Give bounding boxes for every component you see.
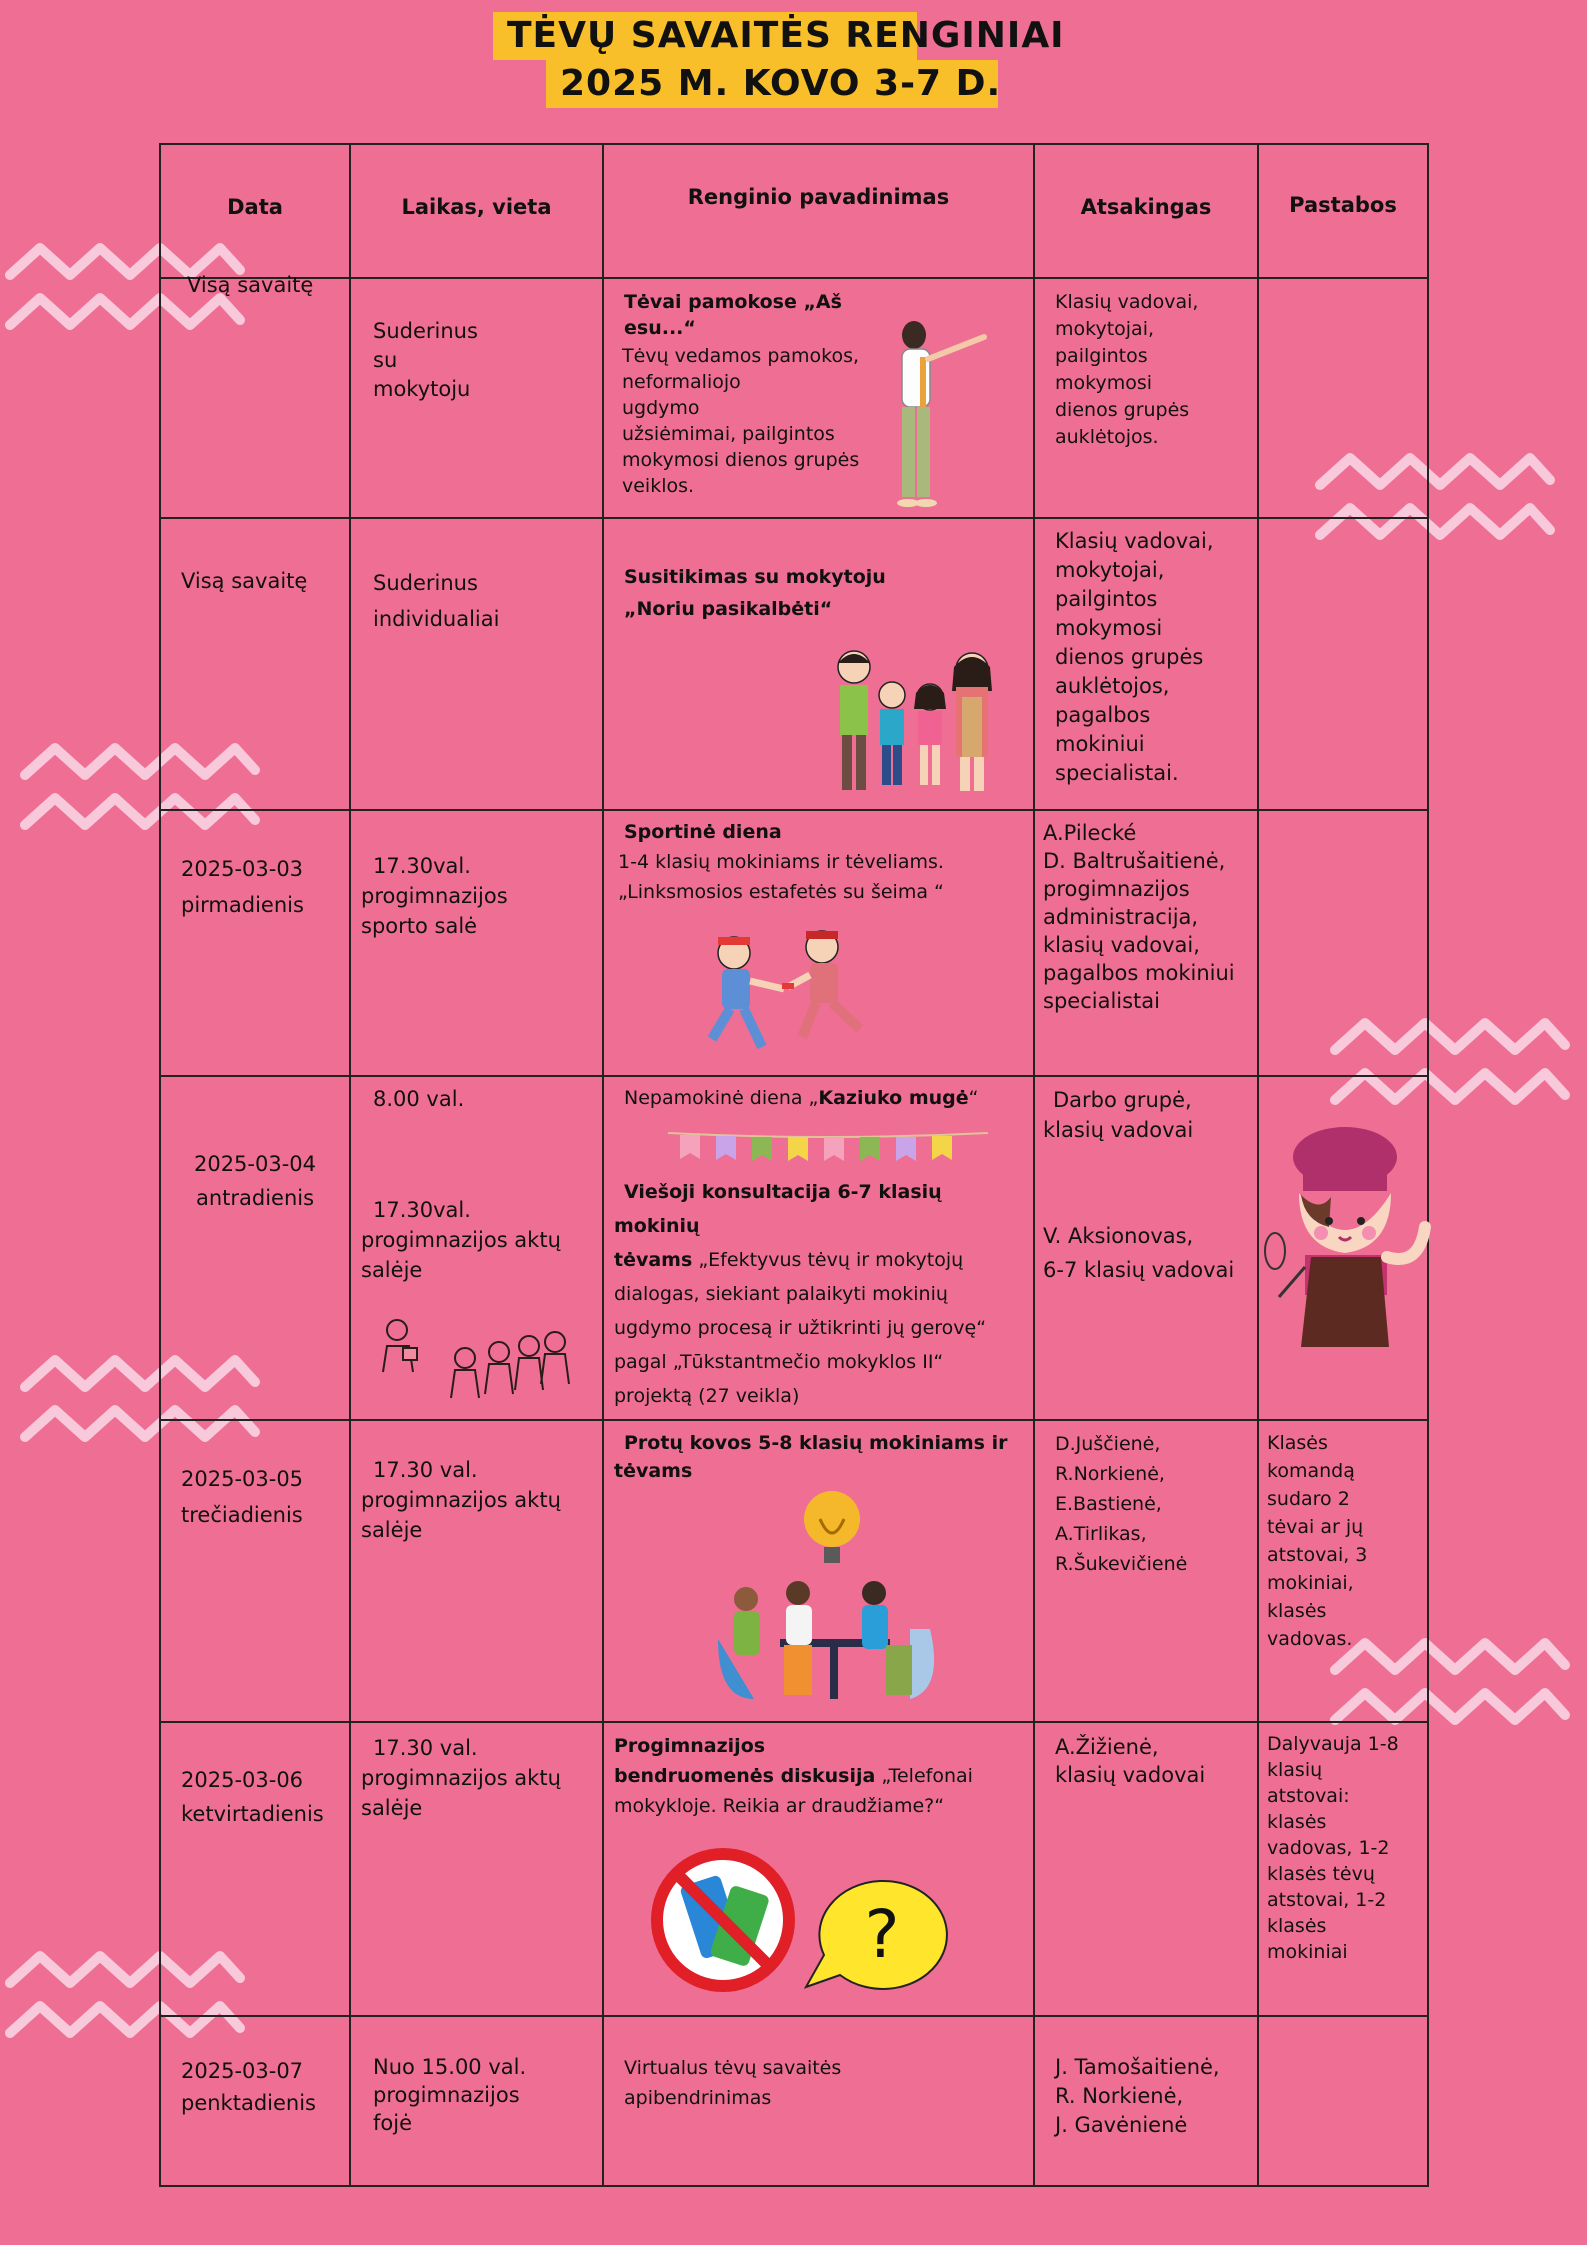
notes-cell: Klasės komandą sudaro 2 tėvai ar jų atstovai, 3 mokiniai, klasės vadovas. [1258,1420,1428,1722]
header-responsible: Atsakingas [1034,144,1258,278]
time-cell: 17.30 val. progimnazijos aktų salėje [350,1420,603,1722]
responsible-cell: A.Pilecké D. Baltrušaitienė, progimnazijos administracija, klasių vadovai, pagalbos mokiniui specialistai [1034,810,1258,1076]
date-cell: 2025-03-04 antradienis [160,1076,350,1420]
header-date: Data [160,144,350,278]
family-illustration [824,647,1004,797]
table-row [160,278,1428,518]
responsible-cell: D.Juščienė, R.Norkienė, E.Bastienė, A.Tirlikas, R.Šukevičienė [1034,1420,1258,1722]
discussion-text: Progimnazijos bendruomenės diskusija „Telefonai mokykloje. Reikia ar draudžiame?“ [614,1735,973,1817]
date-cell: 2025-03-06 ketvirtadienis [160,1722,350,2016]
event-cell: Sportinė diena 1-4 klasių mokiniams ir tėveliams. „Linksmosios estafetės su šeima “ [603,810,1034,1076]
title-line-1: TĖVŲ SAVAITĖS RENGINIAI [493,12,917,60]
notes-cell: Dalyvauja 1-8 klasių atstovai: klasės vadovas, 1-2 klasės tėvų atstovai, 1-2 klasės mokiniai [1258,1722,1428,2016]
time-cell: 8.00 val. 17.30val. progimnazijos aktų salėje [350,1076,603,1420]
header-event-name: Renginio pavadinimas [603,144,1034,278]
date-cell: 2025-03-07 penktadienis [160,2016,350,2186]
title-line-2: 2025 M. KOVO 3-7 D. [546,60,998,108]
date-cell: 2025-03-03 pirmadienis [160,810,350,1076]
chef-girl-illustration [1259,1117,1449,1357]
responsible-cell: Darbo grupė, klasių vadovai V. Aksionovas, 6-7 klasių vadovai [1034,1076,1258,1420]
event-cell [603,1722,1034,2016]
time-cell: Suderinus su mokytoju [350,278,603,518]
responsible-cell: A.Žižienė, klasių vadovai [1034,1722,1258,2016]
date-cell: Visą savaitę [160,278,350,518]
header-time-place: Laikas, vieta [350,144,603,278]
relay-race-illustration [692,929,892,1059]
date-cell: Visą savaitę [160,518,350,810]
table-row [160,1076,1428,1420]
header-row [160,144,1428,278]
responsible-cell: J. Tamošaitienė, R. Norkienė, J. Gavėnienė [1034,2016,1258,2186]
event-cell: Susitikimas su mokytoju „Noriu pasikalbėti“ [603,518,1034,810]
time-cell: 17.30 val. progimnazijos aktų salėje [350,1722,603,2016]
no-phone-icon [648,1845,798,1995]
time-cell: Suderinus individualiai [350,518,603,810]
svg-text:?: ? [864,1896,900,1973]
header-notes: Pastabos [1258,144,1428,278]
teacher-illustration [884,317,994,513]
audience-illustration [369,1312,579,1402]
date-cell: 2025-03-05 trečiadienis [160,1420,350,1722]
time-cell: 17.30val. progimnazijos sporto salė [350,810,603,1076]
table-row [160,2016,1428,2186]
table-row [160,1722,1428,2016]
notes-cell [1258,810,1428,1076]
responsible-cell: Klasių vadovai, mokytojai, pailgintos mokymosi dienos grupės auklėtojos. [1034,278,1258,518]
consultation-text: Viešoji konsultacija 6-7 klasių mokinių tėvams „Efektyvus tėvų ir mokytojų dialogas, siekiant palaikyti mokinių ugdymo procesą ir užtikrinti jų gerovę“ pagal „Tūkstantmečio mokyklos II“ projektą (27 veikla) [614,1181,987,1407]
quiz-team-illustration [714,1489,954,1711]
question-bubble-icon [800,1875,950,1995]
responsible-cell: Klasių vadovai, mokytojai, pailgintos mokymosi dienos grupės auklėtojos, pagalbos mokiniui specialistai. [1034,518,1258,810]
table-row [160,810,1428,1076]
event-cell: Virtualus tėvų savaitės apibendrinimas [603,2016,1034,2186]
schedule-table [159,143,1429,2187]
notes-cell [1258,1076,1428,1420]
time-cell: Nuo 15.00 val. progimnazijos fojė [350,2016,603,2186]
event-cell [603,1076,1034,1420]
event-cell: Tėvai pamokose „Aš esu...“ Tėvų vedamos pamokos, neformaliojo ugdymo užsiėmimai, pailgintos mokymosi dienos grupės veiklos. [603,278,1034,518]
event-cell: Protų kovos 5-8 klasių mokiniams ir tėvams [603,1420,1034,1722]
fair-title: Nepamokinė diena „Kaziuko mugė“ [624,1087,979,1109]
bunting-illustration [668,1129,988,1163]
notes-cell [1258,2016,1428,2186]
table-row [160,518,1428,810]
table-row [160,1420,1428,1722]
notes-cell [1258,518,1428,810]
notes-cell [1258,278,1428,518]
